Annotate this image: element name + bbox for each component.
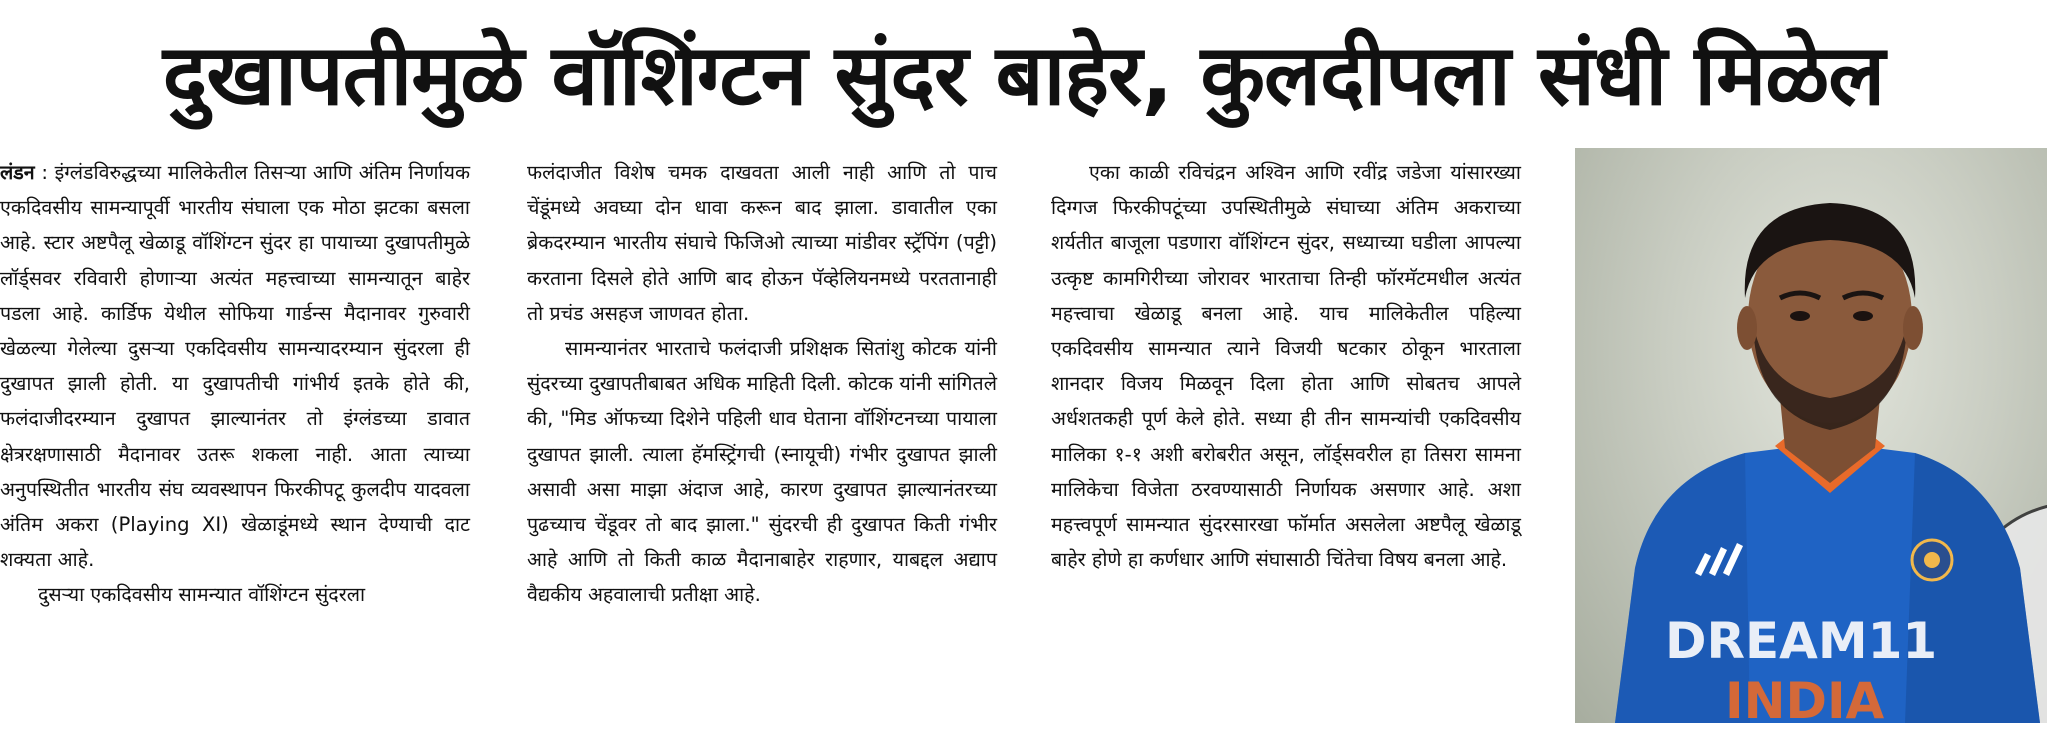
team-badge-icon (1912, 540, 1952, 580)
jersey-country-text: INDIA (1725, 672, 1885, 723)
article-paragraph (0, 155, 470, 577)
article-column-2 (527, 155, 997, 613)
article-paragraph: दुसऱ्या एकदिवसीय सामन्यात वॉशिंग्टन सुंदरला (38, 583, 366, 607)
article-column-1 (0, 155, 470, 613)
article-paragraph: सामन्यानंतर भारताचे फलंदाजी प्रशिक्षक सितांशु कोटक यांनी सुंदरच्या दुखापतीबाबत अधिक माहिती दिली. कोटक यांनी सांगितले की, "मिड ऑफच्या दिशेने पहिली धाव घेताना वॉशिंग्टनच्या पायाला दुखापत झाली. त्याला हॅमस्ट्रिंगची (स्नायूची) गंभीर दुखापत झाली असावी असा माझा अंदाज आहे, कारण दुखापत झाल्यानंतरच्या पुढच्याच चेंडूवर तो बाद झाला." सुंदरची ही दुखापत किती गंभीर आहे आणि तो किती काळ मैदानाबाहेर राहणार, याबद्दल अद्याप वैद्यकीय अहवालाची प्रतीक्षा आहे. (527, 337, 997, 607)
headline: दुखापतीमुळे वॉशिंग्टन सुंदर बाहेर, कुलदीपला संधी मिळेल (162, 26, 1885, 124)
paragraph-text: : इंग्लंडविरुद्धच्या मालिकेतील तिसऱ्या आणि अंतिम निर्णायक एकदिवसीय सामन्यापूर्वी भारतीय संघाला एक मोठा झटका बसला आहे. स्टार अष्टपैलू खेळाडू वॉशिंग्टन सुंदर हा पायाच्या दुखापतीमुळे लॉर्ड्सवर रविवारी होणाऱ्या अत्यंत महत्त्वाच्या सामन्यातून बाहेर पडला आहे. कार्डिफ येथील सोफिया गार्डन्स मैदानावर गुरुवारी खेळल्या गेलेल्या दुसऱ्या एकदिवसीय सामन्यादरम्यान सुंदरला ही दुखापत झाली होती. या दुखापतीची गांभीर्य इतके होते की, फलंदाजीदरम्यान दुखापत झाल्यानंतर तो इंग्लंडच्या डावात क्षेत्ररक्षणासाठी मैदानावर उतरू शकला नाही. आता त्याच्या अनुपस्थितीत भारतीय संघ व्यवस्थापन फिरकीपटू कुलदीप यादवला अंतिम अकरा (Playing XI) खेळाडूंमध्ये स्थान देण्याची दाट शक्यता आहे. (0, 161, 470, 572)
article-column-3 (1051, 155, 1521, 577)
player-photo (1575, 148, 2047, 723)
article-paragraph: फलंदाजीत विशेष चमक दाखवता आली नाही आणि तो पाच चेंडूंमध्ये अवघ्या दोन धावा करून बाद झाला. डावातील एका ब्रेकदरम्यान भारतीय संघाचे फिजिओ त्याच्या मांडीवर स्ट्रॅपिंग (पट्टी) करताना दिसले होते आणि बाद होऊन पॅव्हेलियनमध्ये परततानाही तो प्रचंड असहज जाणवत होता. (527, 161, 997, 325)
article-paragraph: एका काळी रविचंद्रन अश्विन आणि रवींद्र जडेजा यांसारख्या दिग्गज फिरकीपटूंच्या उपस्थितीमुळे संघाच्या अंतिम अकराच्या शर्यतीत बाजूला पडणारा वॉशिंग्टन सुंदर, सध्याच्या घडीला आपल्या उत्कृष्ट कामगिरीच्या जोरावर भारताचा तिन्ही फॉरमॅटमधील अत्यंत महत्त्वाचा खेळाडू बनला आहे. याच मालिकेतील पहिल्या एकदिवसीय सामन्यात त्याने विजयी षटकार ठोकून भारताला शानदार विजय मिळवून दिला होता आणि सोबतच आपले अर्धशतकही पूर्ण केले होते. सध्या ही तीन सामन्यांची एकदिवसीय मालिका १-१ अशी बरोबरीत असून, लॉर्ड्सवरील हा तिसरा सामना मालिकेचा विजेता ठरवण्यासाठी निर्णायक असणार आहे. अशा महत्त्वपूर्ण सामन्यात सुंदरसारखा फॉर्मात असलेला अष्टपैलू खेळाडू बाहेर होणे हा कर्णधार आणि संघासाठी चिंतेचा विषय बनला आहे. (1051, 161, 1521, 572)
dateline: लंडन (0, 161, 35, 184)
jersey-sponsor-text: DREAM11 (1665, 612, 1938, 670)
